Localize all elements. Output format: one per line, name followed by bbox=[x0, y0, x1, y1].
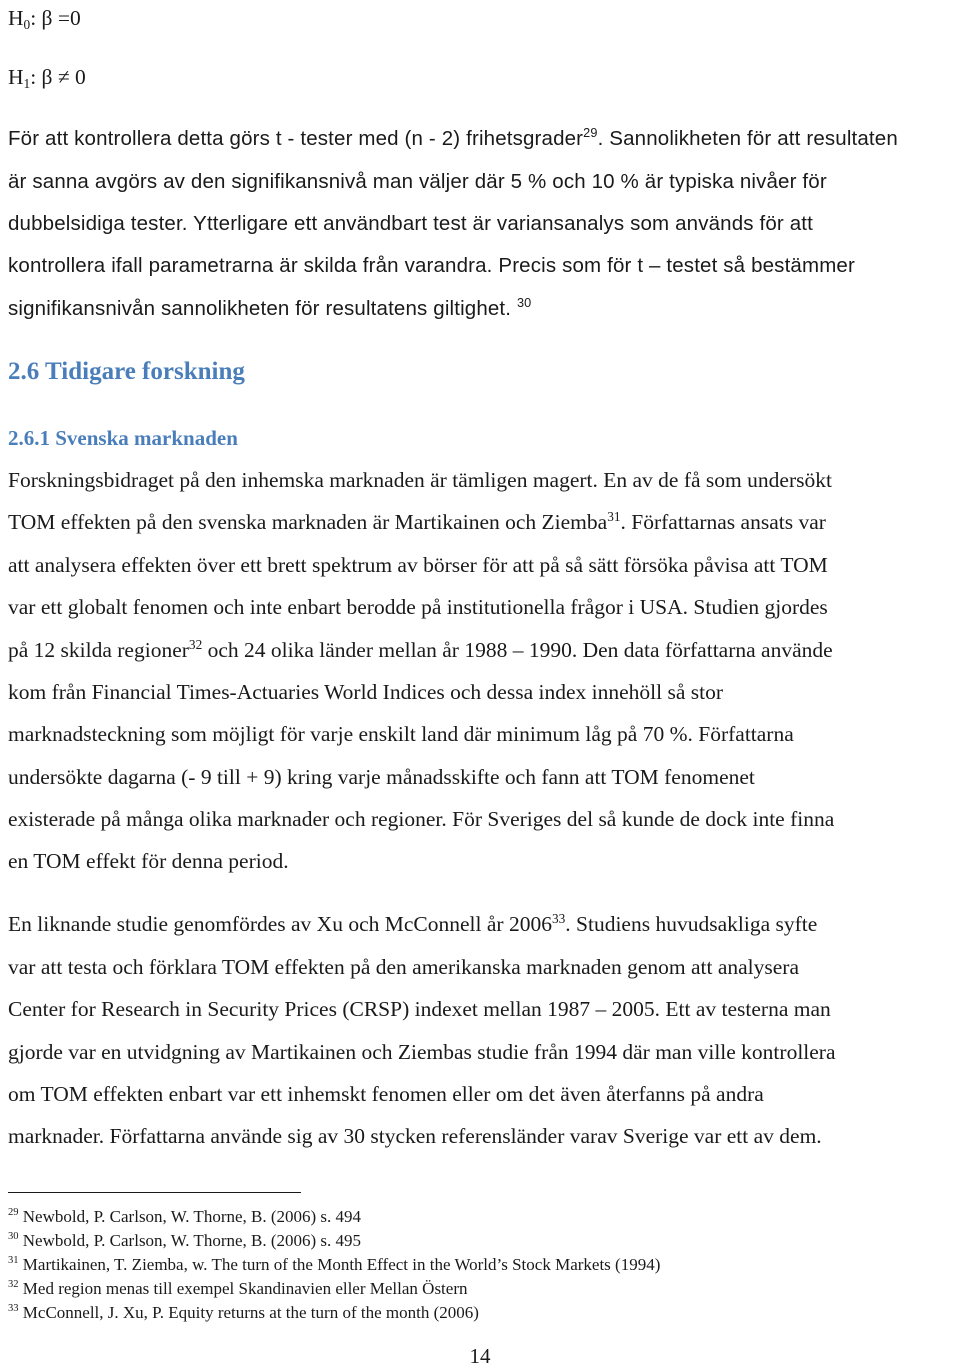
hypothesis-h0 bbox=[8, 6, 81, 30]
para2-text: på 12 skilda regioner bbox=[8, 638, 189, 662]
para2-line: att analysera effekten över ett brett spektrum av börser för att på så sätt försöka påvisa att TOM bbox=[8, 553, 828, 577]
para3-line bbox=[8, 912, 817, 936]
para3-line: Center for Research in Security Prices (CRSP) indexet mellan 1987 – 2005. Ett av testerna man bbox=[8, 997, 831, 1021]
footnote-text: Martikainen, T. Ziemba, w. The turn of the Month Effect in the World’s Stock Markets (1994) bbox=[18, 1255, 661, 1274]
para2-line bbox=[8, 510, 826, 534]
footnote-ref-33[interactable]: 33 bbox=[551, 910, 566, 926]
para2-text: och 24 olika länder mellan år 1988 – 1990. Den data författarna använde bbox=[202, 638, 833, 662]
para3-line: marknader. Författarna använde sig av 30 stycken referensländer varav Sverige var ett av dem. bbox=[8, 1124, 822, 1148]
footnote-number: 30 bbox=[8, 1231, 19, 1243]
footnote-number: 32 bbox=[8, 1279, 19, 1291]
para3-text: . Studiens huvudsakliga syfte bbox=[565, 912, 818, 936]
footnote-text: Newbold, P. Carlson, W. Thorne, B. (2006) s. 495 bbox=[18, 1231, 362, 1250]
h0-statement: : β =0 bbox=[30, 6, 81, 30]
subsection-heading: 2.6.1 Svenska marknaden bbox=[8, 426, 238, 450]
para2-text: . Författarnas ansats var bbox=[620, 510, 826, 534]
para2-line: en TOM effekt för denna period. bbox=[8, 849, 289, 873]
footnote-number: 29 bbox=[8, 1207, 19, 1219]
para1-line: kontrollera ifall parametrarna är skilda från varandra. Precis som för t – testet så bestämmer bbox=[8, 254, 855, 277]
para2-line: marknadsteckning som möjligt för varje enskilt land där minimum låg på 70 %. Författarna bbox=[8, 722, 794, 746]
footnote-text: McConnell, J. Xu, P. Equity returns at the turn of the month (2006) bbox=[18, 1303, 479, 1322]
para3-line: gjorde var en utvidgning av Martikainen och Ziembas studie från 1994 där man ville kontrollera bbox=[8, 1040, 836, 1064]
h0-subscript: 0 bbox=[23, 16, 31, 32]
footnote-text: Med region menas till exempel Skandinavien eller Mellan Östern bbox=[18, 1279, 468, 1298]
para2-line: existerade på många olika marknader och regioner. För Sveriges del så kunde de dock inte finna bbox=[8, 807, 835, 831]
para2-text: TOM effekten på den svenska marknaden är Martikainen och Ziemba bbox=[8, 510, 608, 534]
para1-line: dubbelsidiga tester. Ytterligare ett användbart test är variansanalys som används för att bbox=[8, 212, 813, 235]
footnote-number: 33 bbox=[8, 1303, 19, 1315]
footnote-32 bbox=[8, 1279, 468, 1299]
footnote-ref-29[interactable]: 29 bbox=[583, 125, 598, 141]
footnote-30 bbox=[8, 1231, 361, 1251]
para3-line: om TOM effekten enbart var ett inhemskt fenomen eller om det även återfanns på andra bbox=[8, 1082, 764, 1106]
para2-line: var ett globalt fenomen och inte enbart berodde på institutionella frågor i USA. Studien gjordes bbox=[8, 595, 828, 619]
page-number: 14 bbox=[469, 1344, 491, 1368]
footnote-ref-32[interactable]: 32 bbox=[188, 636, 203, 652]
footnote-text: Newbold, P. Carlson, W. Thorne, B. (2006) s. 494 bbox=[18, 1207, 362, 1226]
footnote-31 bbox=[8, 1255, 660, 1275]
para2-line: undersökte dagarna (- 9 till + 9) kring varje månadsskifte och fann att TOM fenomenet bbox=[8, 765, 755, 789]
para1-text: . Sannolikheten för att resultaten bbox=[597, 127, 898, 150]
footnote-ref-31[interactable]: 31 bbox=[607, 508, 621, 524]
footnote-33 bbox=[8, 1303, 479, 1323]
h1-letter: H bbox=[8, 65, 24, 89]
footnote-ref-30[interactable]: 30 bbox=[516, 295, 532, 311]
footnote-number: 31 bbox=[8, 1255, 19, 1267]
para2-line: kom från Financial Times-Actuaries World Indices och dessa index innehöll så stor bbox=[8, 680, 724, 704]
para1-text: För att kontrollera detta görs t - tester med (n - 2) frihetsgrader bbox=[8, 127, 584, 150]
para1-text: signifikansnivån sannolikheten för resultatens giltighet. bbox=[8, 297, 517, 320]
para1-line bbox=[8, 127, 898, 151]
section-heading: 2.6 Tidigare forskning bbox=[8, 358, 245, 385]
footnote-29 bbox=[8, 1207, 361, 1227]
hypothesis-h1 bbox=[8, 65, 86, 89]
para2-line bbox=[8, 638, 833, 662]
footnote-separator bbox=[8, 1192, 301, 1193]
para1-line bbox=[8, 297, 531, 321]
para3-line: var att testa och förklara TOM effekten på den amerikanska marknaden genom att analysera bbox=[8, 955, 799, 979]
para2-line: Forskningsbidraget på den inhemska marknaden är tämligen magert. En av de få som undersökt bbox=[8, 468, 832, 492]
para1-line: är sanna avgörs av den signifikansnivå man väljer där 5 % och 10 % är typiska nivåer för bbox=[8, 170, 827, 193]
para3-text: En liknande studie genomfördes av Xu och McConnell år 2006 bbox=[8, 912, 552, 936]
h0-letter: H bbox=[8, 6, 24, 30]
h1-subscript: 1 bbox=[23, 75, 31, 91]
h1-statement: : β ≠ 0 bbox=[30, 65, 86, 89]
